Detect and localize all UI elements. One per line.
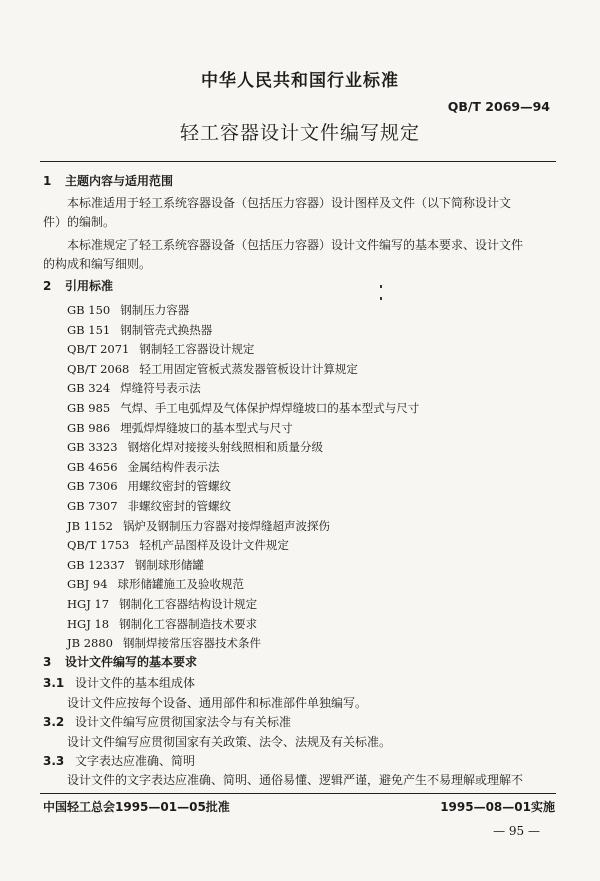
reference-item — [67, 635, 261, 651]
implementation-date: 1995—08—01实施 — [440, 800, 555, 814]
reference-name: 锅炉及钢制压力容器对接焊缝超声波探伤 — [122, 518, 330, 533]
reference-item — [67, 576, 244, 592]
scan-speck — [380, 285, 382, 288]
reference-code: GB 12337 — [67, 557, 125, 572]
paragraph-line: 设计文件的文字表达应准确、简明、通俗易懂、逻辑严谨，避免产生不易理解或理解不 — [67, 773, 524, 787]
reference-item — [67, 518, 330, 534]
paragraph-line: 的构成和编写细则。 — [43, 257, 152, 271]
reference-name: 埋弧焊焊缝坡口的基本型式与尺寸 — [120, 420, 293, 435]
reference-name: 轻工用固定管板式蒸发器管板设计计算规定 — [139, 361, 358, 376]
reference-item — [67, 439, 323, 455]
reference-name: 钢制化工容器制造技术要求 — [119, 616, 258, 631]
scan-speck — [380, 297, 382, 300]
reference-item — [67, 537, 289, 553]
reference-item — [67, 322, 212, 338]
subsection-title: 文字表达应准确、简明 — [75, 754, 196, 768]
title-divider — [40, 161, 556, 162]
reference-code: GB 7306 — [67, 479, 118, 494]
reference-name: 金属结构件表示法 — [127, 459, 220, 474]
subsection-title: 设计文件编写应贯彻国家法令与有关标准 — [75, 715, 292, 729]
reference-code: GB 324 — [67, 381, 111, 396]
reference-name: 钢制化工容器结构设计规定 — [119, 597, 258, 611]
reference-item — [67, 302, 189, 318]
reference-code: QB/T 1753 — [67, 538, 130, 553]
subsection-number: 3.3 — [43, 754, 65, 768]
reference-code: HGJ 17 — [67, 597, 110, 611]
reference-item — [67, 616, 257, 632]
reference-item — [67, 459, 220, 475]
footer-divider — [40, 793, 556, 794]
reference-code: GBJ 94 — [67, 577, 108, 592]
page-number: — 95 — — [493, 824, 540, 838]
section-title: 引用标准 — [65, 279, 114, 293]
subsection-number: 3.1 — [43, 676, 65, 690]
paragraph-line: 本标准规定了轻工系统容器设备（包括压力容器）设计文件编写的基本要求、设计文件 — [67, 238, 524, 252]
reference-name: 球形储罐施工及验收规范 — [117, 577, 245, 592]
reference-name: 轻机产品图样及设计文件规定 — [139, 538, 289, 553]
paragraph-line: 本标准适用于轻工系统容器设备（包括压力容器）设计图样及文件（以下简称设计文 — [67, 196, 512, 210]
reference-code: GB 985 — [67, 401, 111, 415]
subsection-3-3 — [43, 752, 195, 769]
reference-name: 用螺纹密封的管螺纹 — [127, 479, 232, 494]
reference-name: 钢制轻工容器设计规定 — [139, 342, 255, 357]
reference-code: JB 2880 — [67, 636, 113, 651]
section-number: 2 — [43, 279, 52, 293]
reference-code: GB 151 — [67, 322, 111, 337]
reference-item — [67, 557, 204, 573]
section-title: 主题内容与适用范围 — [65, 174, 174, 188]
reference-name: 钢制压力容器 — [120, 303, 190, 317]
reference-name: 钢制球形储罐 — [134, 557, 204, 572]
document-title: 轻工容器设计文件编写规定 — [179, 122, 420, 144]
paragraph-line: 设计文件应按每个设备、通用部件和标准部件单独编写。 — [67, 696, 368, 710]
reference-name: 钢制焊接常压容器技术条件 — [122, 636, 261, 651]
section-1-heading — [43, 172, 173, 189]
reference-item — [67, 596, 257, 612]
reference-item — [67, 341, 254, 357]
section-title: 设计文件编写的基本要求 — [65, 655, 198, 669]
reference-name: 钢制管壳式换热器 — [120, 322, 213, 337]
reference-code: QB/T 2071 — [67, 342, 130, 357]
reference-name: 钢熔化焊对接接头射线照相和质量分级 — [127, 440, 324, 455]
reference-code: GB 986 — [67, 420, 111, 435]
reference-name: 焊缝符号表示法 — [120, 381, 201, 396]
approval-note: 中国轻工总会1995—01—05批准 — [43, 800, 230, 814]
reference-item — [67, 420, 293, 436]
subsection-number: 3.2 — [43, 715, 65, 729]
reference-name: 非螺纹密封的管螺纹 — [127, 499, 232, 513]
section-3-heading — [43, 653, 197, 670]
reference-item — [67, 498, 231, 514]
reference-item — [67, 400, 419, 416]
section-number: 1 — [43, 174, 52, 188]
reference-code: GB 150 — [67, 303, 111, 317]
reference-code: HGJ 18 — [67, 616, 110, 631]
section-number: 3 — [43, 655, 52, 669]
reference-code: GB 4656 — [67, 459, 118, 474]
reference-code: GB 7307 — [67, 499, 118, 513]
reference-code: JB 1152 — [67, 518, 113, 533]
standard-org-heading: 中华人民共和国行业标准 — [201, 71, 399, 91]
reference-name: 气焊、手工电弧焊及气体保护焊焊缝坡口的基本型式与尺寸 — [120, 401, 420, 415]
standard-number: QB/T 2069—94 — [447, 99, 550, 114]
subsection-title: 设计文件的基本组成体 — [75, 676, 196, 690]
reference-code: GB 3323 — [67, 440, 118, 455]
reference-item — [67, 380, 201, 396]
reference-item — [67, 361, 358, 377]
paragraph-line: 件）的编制。 — [43, 215, 116, 229]
reference-code: QB/T 2068 — [67, 361, 130, 376]
subsection-3-1 — [43, 674, 195, 691]
reference-item — [67, 478, 231, 494]
subsection-3-2 — [43, 713, 291, 730]
section-2-heading — [43, 277, 113, 294]
paragraph-line: 设计文件编写应贯彻国家有关政策、法令、法规及有关标准。 — [67, 735, 392, 749]
